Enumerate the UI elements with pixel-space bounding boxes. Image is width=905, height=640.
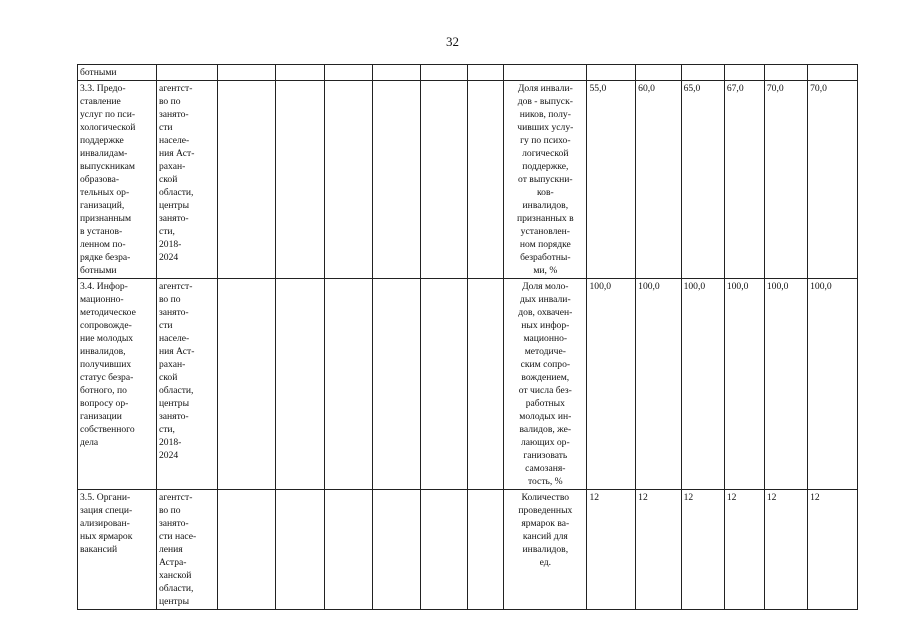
cell-empty	[217, 81, 275, 279]
cell-indicator: Доля моло- дых инвали- дов, охвачен- ных инфор- мационно- методиче- ским сопро- вождением, от числа без- работных молодых ин- валидов, же- лающих ор- ганизовать самозаня- тость, %	[504, 279, 587, 490]
cell-empty	[275, 65, 324, 81]
cell-value	[724, 65, 764, 81]
cell-value	[587, 65, 636, 81]
cell-empty	[468, 65, 504, 81]
cell-value: 100,0	[587, 279, 636, 490]
cell-empty	[373, 490, 421, 610]
cell-empty	[217, 65, 275, 81]
page-number: 32	[446, 34, 459, 49]
cell-value: 60,0	[636, 81, 681, 279]
table-row-continuation	[78, 65, 858, 81]
cell-empty	[468, 81, 504, 279]
cell-value: 12	[587, 490, 636, 610]
table-row	[78, 81, 858, 279]
cell-executor	[156, 65, 217, 81]
cell-indicator: Доля инвали- дов - выпуск- ников, полу- чивших услу- гу по психо- логической поддержке, от выпускни- ков- инвалидов, признанных в установлен- ном порядке безработны- ми, %	[504, 81, 587, 279]
cell-value: 12	[764, 490, 807, 610]
cell-value: 70,0	[764, 81, 807, 279]
cell-value: 100,0	[724, 279, 764, 490]
cell-value	[808, 65, 858, 81]
cell-empty	[324, 279, 373, 490]
cell-empty	[373, 65, 421, 81]
cell-empty	[373, 279, 421, 490]
cell-empty	[468, 490, 504, 610]
cell-value: 12	[636, 490, 681, 610]
cell-executor: агентст- во по занято- сти населе- ния Аст- рахан- ской области, центры занято- сти, 2018- 2024	[156, 81, 217, 279]
cell-empty	[217, 279, 275, 490]
cell-value: 100,0	[764, 279, 807, 490]
table-row	[78, 490, 858, 610]
cell-empty	[373, 81, 421, 279]
cell-value: 12	[808, 490, 858, 610]
cell-event: 3.5. Органи- зация специ- ализирован- ных ярмарок вакансий	[78, 490, 157, 610]
cell-empty	[468, 279, 504, 490]
cell-empty	[275, 279, 324, 490]
cell-empty	[324, 490, 373, 610]
cell-executor: агентст- во по занято- сти населе- ния Аст- рахан- ской области, центры занято- сти, 2018- 2024	[156, 279, 217, 490]
cell-event: 3.3. Предо- ставление услуг по пси- хологической поддержке инвалидам- выпускникам образова- тельных ор- ганизаций, признанным в установ- ленном по- рядке безра- ботными	[78, 81, 157, 279]
cell-empty	[275, 490, 324, 610]
cell-value: 65,0	[681, 81, 724, 279]
cell-value: 70,0	[808, 81, 858, 279]
cell-value	[636, 65, 681, 81]
cell-empty	[420, 65, 468, 81]
cell-value: 55,0	[587, 81, 636, 279]
cell-empty	[420, 81, 468, 279]
cell-empty	[275, 81, 324, 279]
cell-empty	[217, 490, 275, 610]
cell-empty	[324, 81, 373, 279]
table-row	[78, 279, 858, 490]
cell-value: 12	[724, 490, 764, 610]
cell-value: 100,0	[808, 279, 858, 490]
cell-indicator: Количество проведенных ярмарок ва- кансий для инвалидов, ед.	[504, 490, 587, 610]
cell-executor: агентст- во по занято- сти насе- ления Астра- ханской области, центры	[156, 490, 217, 610]
cell-event: ботными	[78, 65, 157, 81]
program-table	[77, 64, 858, 610]
cell-empty	[420, 490, 468, 610]
cell-value: 12	[681, 490, 724, 610]
cell-value: 67,0	[724, 81, 764, 279]
cell-empty	[420, 279, 468, 490]
cell-empty	[324, 65, 373, 81]
cell-event: 3.4. Инфор- мационно- методическое сопровожде- ние молодых инвалидов, получивших статус безра- ботного, по вопросу ор- ганизации собственного дела	[78, 279, 157, 490]
cell-value	[764, 65, 807, 81]
cell-value: 100,0	[681, 279, 724, 490]
cell-indicator	[504, 65, 587, 81]
cell-value	[681, 65, 724, 81]
cell-value: 100,0	[636, 279, 681, 490]
